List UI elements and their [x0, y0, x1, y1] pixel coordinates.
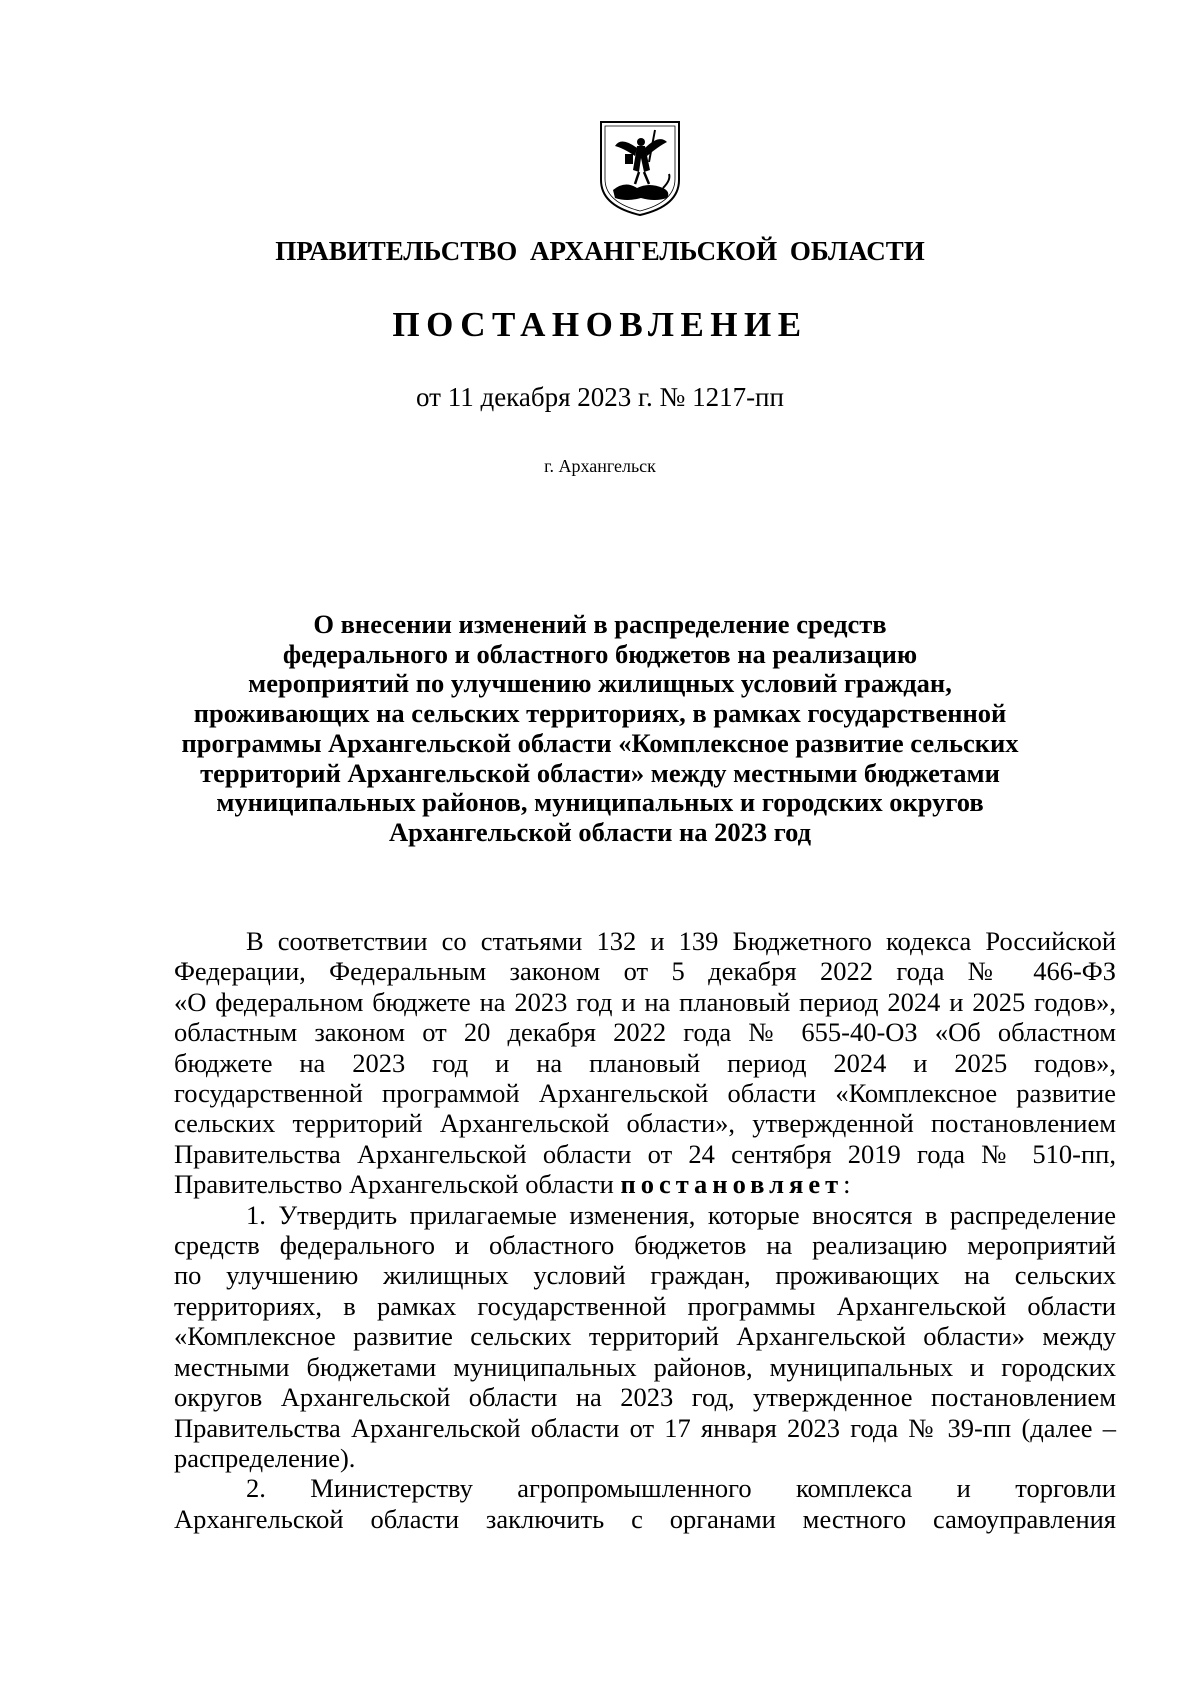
item1-line: средств федерального и областного бюджетов на реализацию мероприятий — [174, 1230, 1116, 1261]
subject-line: О внесении изменений в распределение средств — [313, 609, 887, 639]
subject-line: федерального и областного бюджетов на реализацию — [282, 638, 918, 669]
subject-line: программы Архангельской области «Комплексное развитие сельских — [181, 727, 1019, 758]
subject-line: мероприятий по улучшению жилищных условий граждан, — [248, 668, 952, 699]
item1-line: местными бюджетами муниципальных районов, муниципальных и городских — [174, 1351, 1116, 1382]
preamble-line: «О федеральном бюджете на 2023 год и на плановый период 2024 и 2025 годов», — [174, 986, 1116, 1017]
item1-line: «Комплексное развитие сельских территорий Архангельской области» между — [174, 1321, 1116, 1352]
preamble-line: Правительства Архангельской области от 24 сентября 2019 года № 510-пп, — [174, 1138, 1116, 1169]
preamble-line: сельских территорий Архангельской области», утвержденной постановлением — [174, 1108, 1116, 1139]
coat-of-arms-icon — [597, 118, 683, 218]
preamble-last-line — [174, 1169, 1116, 1199]
document-date-number: от 11 декабря 2023 г. № 1217-пп — [416, 382, 784, 412]
subject-line: муниципальных районов, муниципальных и городских округов — [216, 787, 984, 818]
document-city: г. Архангельск — [544, 456, 656, 476]
item1-line: территориях, в рамках государственной программы Архангельской области — [174, 1290, 1116, 1321]
item2-line: Архангельской области заключить с органами местного самоуправления — [174, 1503, 1116, 1534]
preamble-line: областным законом от 20 декабря 2022 года № 655-40-ОЗ «Об областном — [174, 1017, 1116, 1048]
item1-line: по улучшению жилищных условий граждан, проживающих на сельских — [174, 1260, 1116, 1291]
item1-line: Правительства Архангельской области от 17 января 2023 года № 39-пп (далее – — [174, 1412, 1116, 1443]
item1-line: округов Архангельской области на 2023 год, утвержденное постановлением — [174, 1382, 1116, 1413]
document-type-title: ПОСТАНОВЛЕНИЕ — [392, 305, 808, 344]
preamble-colon: : — [843, 1169, 851, 1200]
document-body — [174, 926, 1116, 1534]
preamble-last-text: Правительство Архангельской области — [174, 1169, 621, 1200]
subject-line: проживающих на сельских территориях, в рамках государственной — [193, 698, 1007, 729]
item2-line: 2. Министерству агропромышленного комплекса и торговли — [246, 1473, 1116, 1504]
subject-line: Архангельской области на 2023 год — [388, 816, 812, 847]
preamble-line: государственной программой Архангельской области «Комплексное развитие — [174, 1078, 1116, 1109]
preamble-line: бюджете на 2023 год и на плановый период 2024 и 2025 годов», — [174, 1047, 1116, 1078]
preamble-line: Федерации, Федеральным законом от 5 декабря 2022 года № 466-ФЗ — [174, 956, 1116, 987]
decree-verb: постановляет — [620, 1169, 844, 1200]
document-subject — [0, 610, 1200, 848]
item1-line: распределение). — [174, 1442, 356, 1473]
preamble-line: В соответствии со статьями 132 и 139 Бюджетного кодекса Российской — [246, 926, 1116, 956]
item1-line: 1. Утвердить прилагаемые изменения, которые вносятся в распределение — [246, 1199, 1116, 1230]
subject-line: территорий Архангельской области» между местными бюджетами — [200, 757, 1000, 788]
government-title: ПРАВИТЕЛЬСТВО АРХАНГЕЛЬСКОЙ ОБЛАСТИ — [275, 236, 925, 266]
